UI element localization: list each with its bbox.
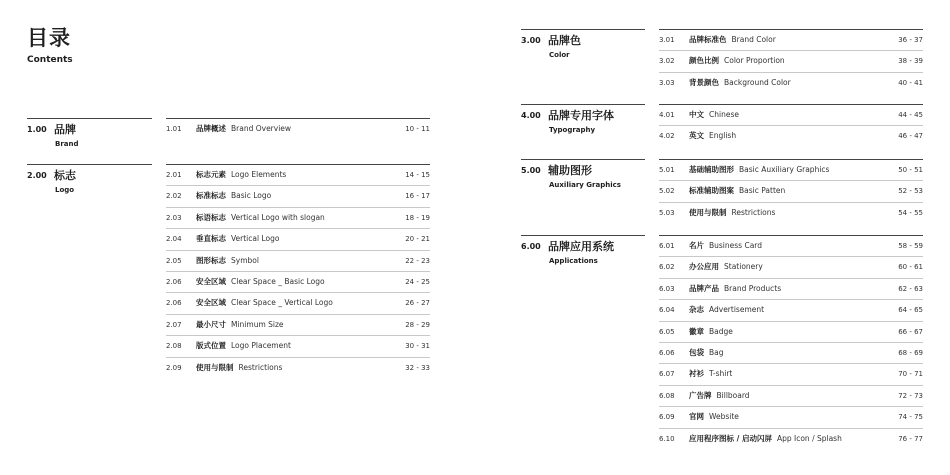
entry-title: [196, 341, 291, 351]
entry-title-en: English: [709, 131, 737, 141]
entry-title-en: Clear Space _ Vertical Logo: [231, 298, 333, 308]
toc-entry[interactable]: [166, 335, 430, 356]
section-title-zh: 品牌应用系统: [548, 240, 614, 253]
toc-entry[interactable]: [659, 180, 923, 201]
section-number: 4.00: [521, 111, 541, 120]
entry-title-en: Restrictions: [731, 207, 776, 217]
entry-title: [689, 35, 776, 45]
page-subtitle: Contents: [27, 55, 73, 65]
entry-title: [196, 363, 282, 373]
section-heading: [27, 164, 152, 204]
entry-page-range: 54 - 55: [898, 208, 923, 217]
entry-title-en: Vertical Logo with slogan: [231, 212, 325, 222]
section-divider: [521, 235, 645, 236]
toc-entry[interactable]: [166, 292, 430, 313]
section-items: [166, 164, 430, 378]
entry-page-range: 18 - 19: [405, 213, 430, 222]
entry-number: 6.06: [659, 348, 675, 357]
entry-title: [689, 284, 781, 294]
section-heading: [521, 104, 645, 144]
entry-title-zh: 图形标志: [196, 255, 226, 265]
entry-title-en: Basic Patten: [739, 186, 786, 196]
entry-page-range: 76 - 77: [898, 434, 923, 443]
entry-number: 6.09: [659, 413, 675, 422]
entry-number: 2.04: [166, 235, 182, 244]
toc-entry[interactable]: [166, 357, 430, 378]
toc-entry[interactable]: [166, 164, 430, 185]
entry-title: [196, 277, 325, 287]
toc-entry[interactable]: [166, 250, 430, 271]
entry-page-range: 38 - 39: [898, 57, 923, 66]
entry-title-en: App Icon / Splash: [776, 433, 842, 443]
entry-title-en: Bag: [709, 347, 724, 357]
entry-number: 5.01: [659, 166, 675, 174]
entry-title: [689, 262, 763, 272]
entry-title-zh: 品牌产品: [689, 283, 719, 293]
entry-title-en: Basic Auxiliary Graphics: [739, 165, 830, 174]
entry-title-en: Logo Placement: [231, 341, 291, 351]
entry-number: 6.10: [659, 434, 675, 443]
entry-number: 5.02: [659, 187, 675, 196]
section-divider: [521, 29, 645, 30]
entry-title: [689, 110, 739, 120]
entry-page-range: 10 - 11: [405, 125, 430, 133]
entry-title-zh: 名片: [689, 241, 704, 250]
entry-page-range: 22 - 23: [405, 256, 430, 265]
toc-entry[interactable]: [166, 271, 430, 292]
entry-number: 6.02: [659, 263, 675, 272]
toc-entry[interactable]: [659, 256, 923, 277]
entry-number: 6.01: [659, 242, 675, 250]
section-number: 1.00: [27, 125, 47, 134]
entry-title-zh: 标志元素: [196, 170, 226, 179]
entry-title-zh: 英文: [689, 131, 704, 141]
toc-entry[interactable]: [166, 207, 430, 228]
toc-entry[interactable]: [659, 278, 923, 299]
entry-page-range: 30 - 31: [405, 342, 430, 351]
entry-title: [689, 165, 829, 175]
section-title-zh: 品牌: [54, 123, 76, 136]
entry-title-zh: 办公应用: [689, 262, 719, 272]
toc-entry[interactable]: [659, 321, 923, 342]
toc-entry[interactable]: [659, 202, 923, 223]
entry-page-range: 52 - 53: [898, 187, 923, 196]
entry-page-range: 24 - 25: [405, 277, 430, 286]
section-heading: [27, 118, 152, 158]
section-divider: [27, 164, 152, 165]
entry-title-en: Brand Color: [731, 35, 776, 44]
entry-title-zh: 标准辅助图案: [689, 186, 734, 196]
toc-entry[interactable]: [659, 428, 923, 449]
toc-entry[interactable]: [659, 299, 923, 320]
section-divider: [521, 104, 645, 105]
toc-entry[interactable]: [659, 363, 923, 384]
entry-number: 2.08: [166, 342, 182, 351]
entry-title-en: Restrictions: [238, 362, 283, 372]
entry-page-range: 64 - 65: [898, 306, 923, 315]
entry-title: [689, 56, 785, 66]
entry-number: 6.05: [659, 327, 675, 336]
toc-entry[interactable]: [166, 185, 430, 206]
section-title-en: Applications: [549, 257, 598, 265]
entry-number: 4.01: [659, 111, 675, 119]
toc-entry[interactable]: [659, 104, 923, 125]
section-number: 6.00: [521, 242, 541, 251]
toc-entry[interactable]: [166, 314, 430, 335]
entry-title: [689, 131, 736, 141]
entry-title: [196, 234, 279, 244]
entry-number: 1.01: [166, 125, 182, 133]
entry-title: [689, 208, 775, 218]
entry-title-en: Vertical Logo: [231, 234, 280, 244]
section-title-en: Brand: [55, 140, 79, 148]
entry-title-zh: 包袋: [689, 347, 704, 357]
entry-number: 3.01: [659, 36, 675, 44]
entry-title-en: Logo Elements: [231, 170, 287, 179]
entry-page-range: 40 - 41: [898, 78, 923, 87]
entry-page-range: 70 - 71: [898, 370, 923, 379]
section-heading: [521, 159, 645, 199]
entry-number: 2.01: [166, 171, 182, 179]
entry-title: [689, 78, 791, 88]
entry-title-en: Minimum Size: [231, 319, 284, 329]
entry-title-zh: 广告牌: [689, 390, 712, 400]
entry-title: [196, 191, 271, 201]
entry-title-en: Badge: [709, 326, 733, 336]
entry-number: 5.03: [659, 208, 675, 217]
toc-entry[interactable]: [659, 125, 923, 146]
entry-title: [196, 213, 325, 223]
entry-title-en: Website: [709, 412, 739, 422]
section-title-en: Auxiliary Graphics: [549, 181, 621, 189]
entry-title: [689, 305, 764, 315]
entry-page-range: 68 - 69: [898, 348, 923, 357]
section-title-en: Typography: [549, 126, 596, 134]
entry-number: 3.03: [659, 78, 675, 87]
entry-title: [196, 170, 286, 180]
entry-title-zh: 背景颜色: [689, 77, 719, 87]
section-heading: [521, 29, 645, 69]
toc-entry[interactable]: [659, 385, 923, 406]
entry-title-zh: 使用与限制: [196, 362, 234, 372]
entry-title-zh: 杂志: [689, 305, 704, 315]
entry-title: [689, 348, 724, 358]
entry-title-en: Symbol: [231, 255, 259, 265]
entry-title: [689, 241, 762, 251]
section-number: 3.00: [521, 36, 541, 45]
entry-title-en: Billboard: [716, 390, 750, 400]
entry-title-en: Background Color: [724, 77, 791, 87]
entry-title: [689, 186, 785, 196]
entry-title-zh: 安全区域: [196, 276, 226, 286]
entry-title-en: Clear Space _ Basic Logo: [231, 276, 325, 286]
entry-title-zh: 版式位置: [196, 341, 226, 351]
entry-number: 3.02: [659, 57, 675, 66]
entry-title: [689, 434, 842, 444]
entry-page-range: 28 - 29: [405, 320, 430, 329]
section-items: [659, 104, 923, 147]
section-items: [659, 29, 923, 93]
entry-page-range: 72 - 73: [898, 391, 923, 400]
entry-number: 2.05: [166, 256, 182, 265]
entry-title-zh: 标准标志: [196, 191, 226, 201]
entry-page-range: 46 - 47: [898, 132, 923, 141]
section-title-zh: 品牌色: [548, 34, 581, 47]
entry-title: [196, 320, 284, 330]
section-title-zh: 品牌专用字体: [548, 109, 614, 122]
entry-title-zh: 中文: [689, 110, 704, 119]
entry-page-range: 58 - 59: [898, 242, 923, 250]
entry-page-range: 44 - 45: [898, 111, 923, 119]
entry-title: [689, 391, 750, 401]
entry-page-range: 74 - 75: [898, 413, 923, 422]
entry-number: 6.08: [659, 391, 675, 400]
section-divider: [521, 159, 645, 160]
entry-title-zh: 应用程序图标 / 启动闪屏: [689, 433, 772, 443]
entry-page-range: 66 - 67: [898, 327, 923, 336]
entry-title-en: Chinese: [709, 110, 739, 119]
entry-number: 6.07: [659, 370, 675, 379]
entry-title-zh: 最小尺寸: [196, 319, 226, 329]
entry-page-range: 16 - 17: [405, 192, 430, 201]
toc-entry[interactable]: [166, 118, 430, 139]
entry-number: 2.03: [166, 213, 182, 222]
section-divider: [27, 118, 152, 119]
section-number: 5.00: [521, 166, 541, 175]
entry-page-range: 60 - 61: [898, 263, 923, 272]
entry-number: 6.04: [659, 306, 675, 315]
entry-page-range: 14 - 15: [405, 171, 430, 179]
entry-number: 2.07: [166, 320, 182, 329]
entry-page-range: 36 - 37: [898, 36, 923, 44]
section-items: [166, 118, 430, 139]
entry-number: 2.02: [166, 192, 182, 201]
section-title-en: Logo: [55, 186, 75, 194]
entry-number: 2.09: [166, 363, 182, 372]
entry-title-zh: 官网: [689, 412, 704, 422]
entry-title-en: Business Card: [709, 241, 763, 250]
entry-page-range: 62 - 63: [898, 284, 923, 293]
entry-title-zh: 安全区域: [196, 298, 226, 308]
entry-title-zh: 垂直标志: [196, 234, 226, 244]
toc-entry[interactable]: [659, 342, 923, 363]
entry-title-zh: 标语标志: [196, 212, 226, 222]
page-title: 目录: [27, 26, 71, 50]
toc-entry[interactable]: [659, 235, 923, 256]
entry-number: 6.03: [659, 284, 675, 293]
section-items: [659, 159, 923, 223]
section-number: 2.00: [27, 171, 47, 180]
entry-number: 2.06: [166, 299, 182, 308]
entry-number: 4.02: [659, 132, 675, 141]
toc-entry[interactable]: [659, 72, 923, 93]
entry-title-zh: 基础辅助图形: [689, 165, 734, 174]
entry-page-range: 26 - 27: [405, 299, 430, 308]
entry-title-zh: 使用与限制: [689, 207, 727, 217]
entry-title-zh: 品牌标准色: [689, 35, 727, 44]
entry-title-zh: 颜色比例: [689, 56, 719, 66]
entry-title: [689, 327, 733, 337]
entry-page-range: 20 - 21: [405, 235, 430, 244]
section-heading: [521, 235, 645, 275]
entry-title-en: Stationery: [724, 262, 763, 272]
toc-entry[interactable]: [659, 50, 923, 71]
entry-title-zh: 衬衫: [689, 369, 704, 379]
section-title-zh: 标志: [54, 169, 76, 182]
toc-entry[interactable]: [659, 406, 923, 427]
entry-title-zh: 徽章: [689, 326, 704, 336]
entry-title-en: Brand Products: [724, 283, 782, 293]
section-title-zh: 辅助图形: [548, 164, 592, 177]
toc-entry[interactable]: [166, 228, 430, 249]
section-title-en: Color: [549, 51, 570, 59]
entry-title-en: Brand Overview: [231, 124, 292, 133]
entry-page-range: 32 - 33: [405, 363, 430, 372]
entry-title-zh: 品牌概述: [196, 124, 226, 133]
entry-page-range: 50 - 51: [898, 166, 923, 174]
entry-title-en: Advertisement: [709, 305, 765, 315]
toc-entry[interactable]: [659, 29, 923, 50]
entry-title: [689, 412, 739, 422]
entry-title: [196, 298, 333, 308]
entry-title: [196, 256, 259, 266]
entry-number: 2.06: [166, 277, 182, 286]
toc-entry[interactable]: [659, 159, 923, 180]
entry-title-en: Color Proportion: [724, 56, 785, 66]
entry-title-en: Basic Logo: [231, 191, 272, 201]
section-items: [659, 235, 923, 449]
entry-title: [196, 124, 291, 134]
entry-title-en: T-shirt: [709, 369, 733, 379]
entry-title: [689, 369, 732, 379]
